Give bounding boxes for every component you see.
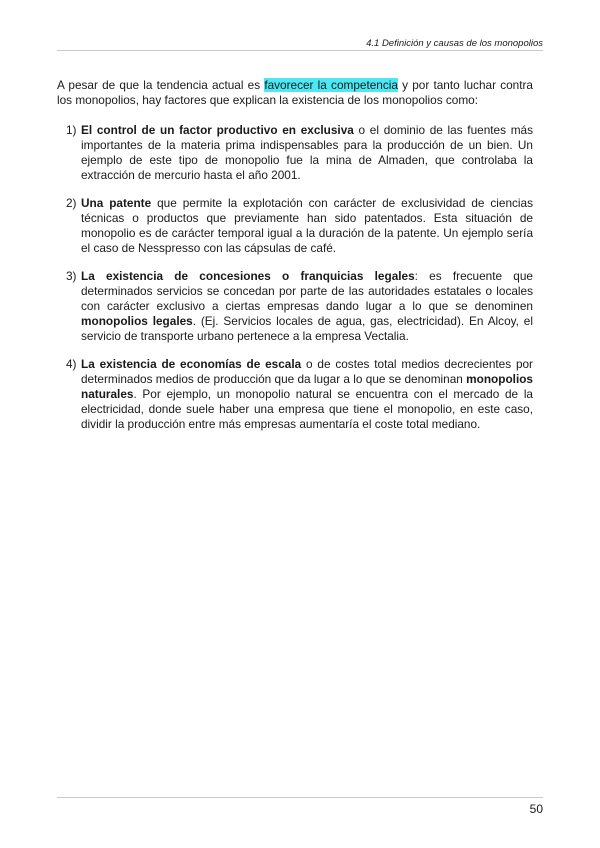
list-item (57, 123, 533, 183)
list-item-text: o el dominio de las fuentes más importantes de la materia prima indispensables para la producción de un bien. Un ejemplo de este tipo de monopolio fue la mina de Almaden, que controlaba la extracción de mercurio hasta el año 2001. (81, 123, 533, 182)
footer-divider (57, 797, 543, 798)
list-item-text: : es frecuente que determinados servicios se concedan por parte de las autoridades estatales o locales con carácter exclusivo a ciertas empresas dando lugar a lo que se denominen (81, 269, 533, 313)
list-item (57, 196, 533, 256)
intro-text-end: y por tanto luchar contra los monopolios, hay factores que explican la existencia de los monopolios como: (57, 78, 533, 107)
list-item-title: Una patente (81, 196, 152, 210)
page-number: 50 (529, 802, 543, 816)
list-item-number: 2) (66, 196, 77, 210)
list-item-title: El control de un factor productivo en exclusiva (81, 123, 354, 137)
list-item-text: que permite la explotación con carácter de exclusividad de ciencias técnicas o productos que previamente han sido patentados. Esta situación de monopolio es de carácter temporal igual a la duración de la patente. Un ejemplo sería el caso de Nesspresso con las cápsulas de café. (81, 196, 534, 255)
list-item-text-end: . Por ejemplo, un monopolio natural se encuentra con el mercado de la electricidad, donde suele haber una empresa que tiene el monopolio, en este caso, dividir la producción entre más empresas aumentaría el coste total mediano. (81, 387, 533, 431)
list-item-term: monopolios legales (81, 314, 193, 328)
list-item-text-end: . (Ej. Servicios locales de agua, gas, electricidad). En Alcoy, el servicio de transporte urbano pertenece a la empresa Vectalia. (81, 314, 533, 343)
running-header: 4.1 Definición y causas de los monopolios (366, 38, 543, 49)
intro-paragraph (57, 78, 533, 108)
list-item (57, 269, 533, 344)
list-item-number: 3) (66, 269, 77, 283)
list-item-title: La existencia de concesiones o franquicias legales (81, 269, 415, 283)
highlighted-phrase: favorecer la competencia (264, 78, 398, 92)
list-item-term: monopolios naturales (81, 372, 533, 401)
list-item (57, 357, 533, 432)
list-item-text: o de costes total medios decrecientes por determinados medios de producción que da lugar a lo que se denominan (81, 357, 533, 386)
header-divider (57, 50, 543, 51)
list-item-number: 4) (66, 357, 77, 371)
list-item-title: La existencia de economías de escala (81, 357, 302, 371)
intro-text-start: A pesar de que la tendencia actual es (57, 78, 265, 92)
page-content (57, 78, 533, 445)
monopoly-causes-list (57, 123, 533, 432)
list-item-number: 1) (66, 123, 77, 137)
